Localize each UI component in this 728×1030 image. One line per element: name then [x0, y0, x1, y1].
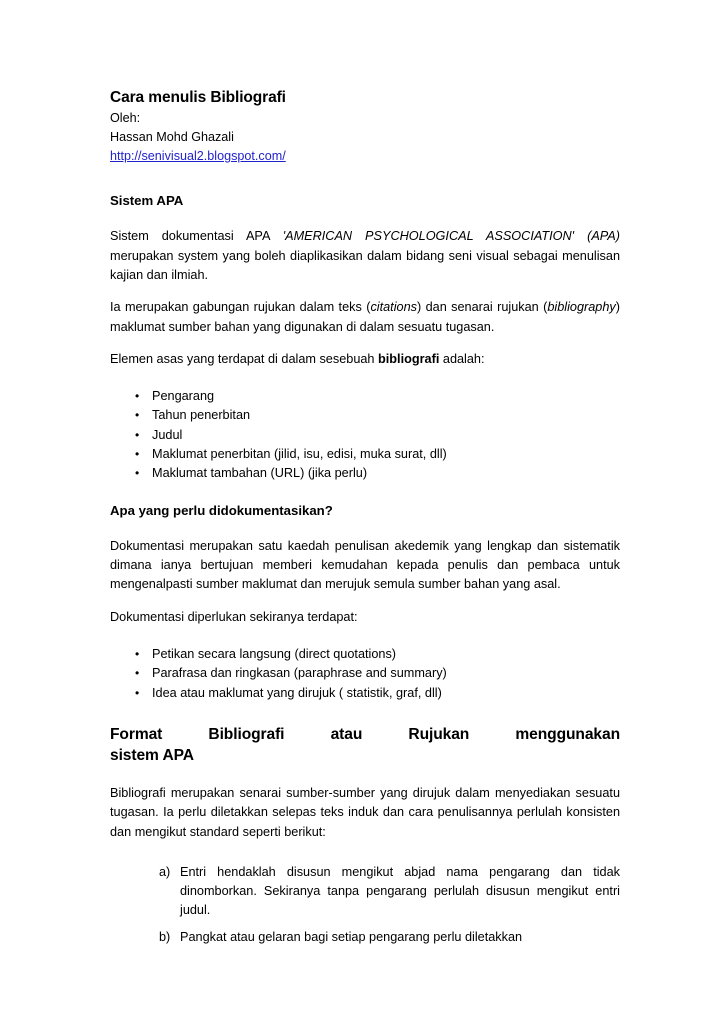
paragraph-apa-citations — [110, 298, 620, 337]
list-item-label: Maklumat penerbitan (jilid, isu, edisi, muka surat, dll) — [152, 447, 447, 462]
bullet-icon: • — [135, 389, 140, 404]
heading-line-1: Format Bibliografi atau Rujukan menggunakan — [110, 725, 620, 743]
list-item-label: Pangkat atau gelaran bagi setiap pengarang perlu diletakkan — [180, 929, 523, 944]
text-strong-bibliografi: bibliografi — [378, 351, 440, 366]
list-item — [110, 445, 620, 464]
text-fragment: Elemen asas yang terdapat di dalam sesebuah — [110, 351, 379, 366]
text-emphasis-apa-name: 'AMERICAN PSYCHOLOGICAL ASSOCIATION' — [282, 229, 575, 244]
blog-url-link[interactable]: http://senivisual2.blogspot.com/ — [110, 149, 286, 164]
text-fragment: merupakan system yang boleh diaplikasikan dalam bidang seni visual sebagai menulisan kajian dan ilmiah. — [110, 248, 620, 282]
list-item-label: Pengarang — [152, 389, 215, 404]
bullet-icon: • — [135, 647, 140, 662]
list-item — [110, 406, 620, 425]
text-emphasis-citations: citations — [370, 300, 417, 315]
paragraph-bibliografi-senarai: Bibliografi merupakan senarai sumber-sumber yang dirujuk dalam menyediakan sesuatu tugasan. Ia perlu diletakkan selepas teks induk dan cara penulisannya perlulah konsisten dan mengikut standard seperti berikut: — [110, 786, 620, 839]
list-item — [110, 664, 620, 683]
spacer — [110, 209, 620, 227]
spacer — [110, 484, 620, 502]
paragraph-elemen-asas — [110, 350, 620, 369]
list-item — [110, 464, 620, 483]
bullet-icon: • — [135, 466, 140, 481]
bullet-icon: • — [135, 666, 140, 681]
bullet-icon: • — [135, 427, 140, 442]
text-emphasis-apa-abbrev — [574, 229, 587, 243]
spacer — [110, 337, 620, 350]
list-item — [110, 387, 620, 406]
list-item-label: Judul — [152, 427, 183, 442]
heading-line-2: sistem APA — [110, 746, 194, 764]
paragraph-dokumentasi-diperlukan: Dokumentasi diperlukan sekiranya terdapat: — [110, 609, 358, 624]
spacer — [110, 842, 620, 863]
author-name: Hassan Mohd Ghazali — [110, 129, 234, 144]
list-item-label: Parafrasa dan ringkasan (paraphrase and summary) — [152, 666, 447, 681]
spacer — [110, 595, 620, 608]
list-item-label: Petikan secara langsung (direct quotations) — [152, 647, 397, 662]
text-fragment: Ia merupakan gabungan rujukan dalam teks ( — [110, 300, 371, 315]
heading-format-bibliografi — [110, 724, 620, 766]
list-item-label: Tahun penerbitan — [152, 408, 251, 423]
text-fragment: Sistem dokumentasi APA — [110, 229, 283, 244]
heading-apa-yang-perlu: Apa yang perlu didokumentasikan? — [110, 502, 333, 518]
list-marker: a) — [159, 864, 171, 879]
list-item-label: Maklumat tambahan (URL) (jika perlu) — [152, 466, 368, 481]
list-dokumentasi-keperluan — [110, 645, 620, 703]
list-item — [110, 426, 620, 445]
list-item-label: Entri hendaklah disusun mengikut abjad nama pengarang dan tidak dinomborkan. Sekiranya tanpa pengarang perlulah disusun mengikut entri judul. — [180, 864, 620, 918]
spacer — [110, 766, 620, 784]
list-item — [110, 645, 620, 664]
list-item-label: Idea atau maklumat yang dirujuk ( statistik, graf, dll) — [152, 685, 442, 700]
spacer — [110, 369, 620, 387]
heading-sistem-apa: Sistem APA — [110, 193, 184, 209]
paragraph-dokumentasi-kaedah: Dokumentasi merupakan satu kaedah penulisan akedemik yang lengkap dan sistematik dimana ianya bertujuan memberi kemudahan kepada penulis dan pembaca untuk mengenalpasti sumber maklumat dan merujuk semula sumber bahan yang asal. — [110, 538, 620, 592]
spacer — [110, 166, 620, 192]
spacer — [110, 703, 620, 724]
document-body — [110, 88, 620, 954]
byline-label: Oleh: — [110, 110, 141, 125]
text-emphasis-apa-abbrev2: (APA) — [587, 229, 620, 244]
text-fragment: adalah: — [439, 351, 485, 366]
bullet-icon: • — [135, 408, 140, 423]
bullet-icon: • — [135, 685, 140, 700]
spacer — [110, 519, 620, 537]
list-item — [110, 684, 620, 703]
list-item — [110, 863, 620, 921]
title-block — [110, 88, 620, 166]
list-marker: b) — [159, 929, 171, 944]
bullet-icon: • — [135, 447, 140, 462]
list-elemen-asas — [110, 387, 620, 483]
spacer — [110, 627, 620, 645]
list-item — [110, 928, 620, 947]
paragraph-apa-intro — [110, 227, 620, 285]
text-fragment: ) dan senarai rujukan ( — [416, 300, 548, 315]
text-emphasis-bibliography: bibliography — [547, 300, 616, 315]
list-format-standard — [110, 863, 620, 947]
page-title: Cara menulis Bibliografi — [110, 89, 286, 106]
text-fragment: ) maklumat sumber bahan yang digunakan di dalam sesuatu tugasan. — [110, 300, 620, 334]
spacer — [110, 285, 620, 298]
